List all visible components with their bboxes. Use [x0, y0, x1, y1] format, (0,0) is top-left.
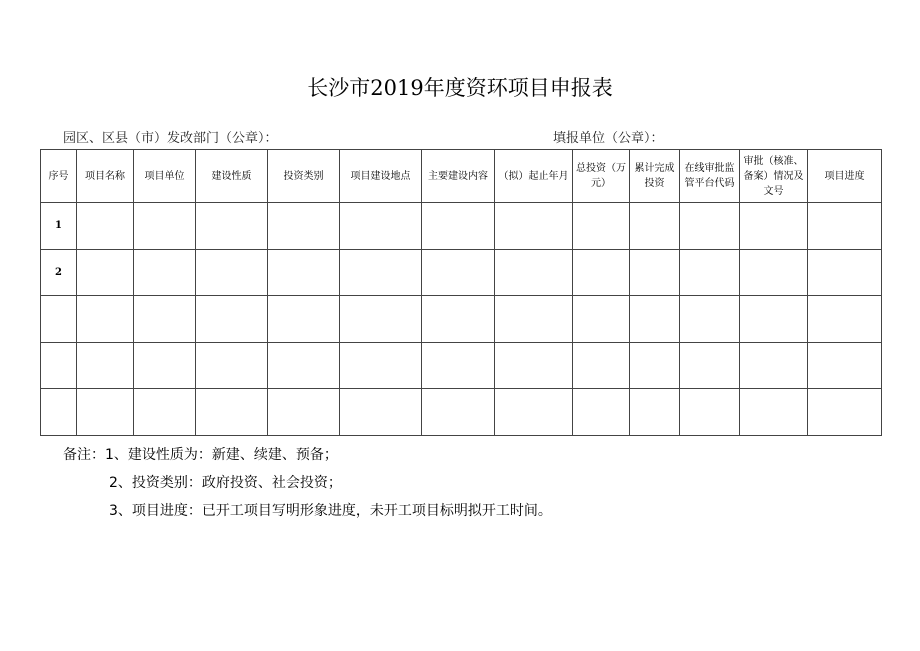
- table-cell[interactable]: [495, 296, 573, 343]
- reporting-unit-seal-label: 填报单位（公章）：: [553, 131, 664, 146]
- column-header: 在线审批监管平台代码: [680, 150, 740, 203]
- column-header: 投资类别: [268, 150, 340, 203]
- table-cell[interactable]: [630, 203, 680, 250]
- table-cell[interactable]: [740, 203, 808, 250]
- table-cell[interactable]: [196, 203, 268, 250]
- table-cell[interactable]: [740, 249, 808, 296]
- table-cell[interactable]: [495, 389, 573, 436]
- table-row: [41, 203, 882, 250]
- form-title: 长沙市2019年度资环项目申报表: [307, 76, 613, 100]
- table-cell[interactable]: [680, 203, 740, 250]
- table-cell[interactable]: [680, 389, 740, 436]
- note-line: 3、项目进度：已开工项目写明形象进度，未开工项目标明拟开工时间。: [109, 503, 552, 519]
- table-cell[interactable]: [134, 249, 196, 296]
- row-index-cell[interactable]: [41, 342, 77, 389]
- column-header: 序号: [41, 150, 77, 203]
- table-cell[interactable]: [134, 342, 196, 389]
- table-cell[interactable]: [422, 296, 495, 343]
- table-cell[interactable]: [77, 389, 134, 436]
- table-cell[interactable]: [134, 296, 196, 343]
- table-cell[interactable]: [268, 342, 340, 389]
- table-cell[interactable]: [340, 203, 422, 250]
- row-index-cell[interactable]: [41, 296, 77, 343]
- table-cell[interactable]: [268, 203, 340, 250]
- table-cell[interactable]: [573, 296, 630, 343]
- table-cell[interactable]: [422, 342, 495, 389]
- table-cell[interactable]: [495, 342, 573, 389]
- table-cell[interactable]: [630, 296, 680, 343]
- table-cell[interactable]: [422, 203, 495, 250]
- column-header: 项目单位: [134, 150, 196, 203]
- note-line: 2、投资类别：政府投资、社会投资；: [109, 475, 342, 491]
- table-cell[interactable]: [495, 203, 573, 250]
- table-cell[interactable]: [134, 389, 196, 436]
- table-cell[interactable]: [740, 296, 808, 343]
- column-header: 项目进度: [808, 150, 882, 203]
- table-cell[interactable]: [630, 249, 680, 296]
- table-cell[interactable]: [77, 296, 134, 343]
- notes-section: [63, 441, 552, 525]
- column-header: 主要建设内容: [422, 150, 495, 203]
- table-cell[interactable]: [134, 203, 196, 250]
- table-cell[interactable]: [680, 249, 740, 296]
- table-cell[interactable]: [808, 203, 882, 250]
- table-cell[interactable]: [495, 249, 573, 296]
- table-cell[interactable]: [740, 389, 808, 436]
- table-cell[interactable]: [77, 249, 134, 296]
- table-cell[interactable]: [630, 342, 680, 389]
- column-header: 总投资（万元）: [573, 150, 630, 203]
- table-cell[interactable]: [196, 249, 268, 296]
- table-cell[interactable]: [268, 389, 340, 436]
- table-header-row: [41, 150, 882, 203]
- column-header: 审批（核准、备案）情况及文号: [740, 150, 808, 203]
- table-cell[interactable]: [573, 203, 630, 250]
- table-cell[interactable]: [422, 249, 495, 296]
- column-header: 累计完成投资: [630, 150, 680, 203]
- table-cell[interactable]: [808, 342, 882, 389]
- row-index-cell[interactable]: [41, 389, 77, 436]
- table-row: [41, 296, 882, 343]
- table-cell[interactable]: [808, 249, 882, 296]
- row-index-cell[interactable]: 2: [41, 249, 77, 296]
- table-cell[interactable]: [196, 389, 268, 436]
- table-cell[interactable]: [340, 249, 422, 296]
- table-cell[interactable]: [573, 249, 630, 296]
- table-cell[interactable]: [573, 342, 630, 389]
- table-row: [41, 249, 882, 296]
- table-cell[interactable]: [340, 389, 422, 436]
- project-application-table: [40, 149, 882, 436]
- table-cell[interactable]: [196, 342, 268, 389]
- table-cell[interactable]: [77, 203, 134, 250]
- table-cell[interactable]: [268, 249, 340, 296]
- note-line: 备注：1、建设性质为：新建、续建、预备；: [63, 447, 338, 463]
- table-cell[interactable]: [680, 296, 740, 343]
- row-index-cell[interactable]: 1: [41, 203, 77, 250]
- table-row: [41, 342, 882, 389]
- table-cell[interactable]: [268, 296, 340, 343]
- column-header: 建设性质: [196, 150, 268, 203]
- table-cell[interactable]: [808, 389, 882, 436]
- table-cell[interactable]: [808, 296, 882, 343]
- column-header: 项目建设地点: [340, 150, 422, 203]
- table-cell[interactable]: [340, 296, 422, 343]
- table-cell[interactable]: [340, 342, 422, 389]
- table-cell[interactable]: [196, 296, 268, 343]
- table-cell[interactable]: [422, 389, 495, 436]
- table-row: [41, 389, 882, 436]
- column-header: （拟）起止年月: [495, 150, 573, 203]
- table-cell[interactable]: [573, 389, 630, 436]
- district-department-seal-label: 园区、区县（市）发改部门（公章）：: [63, 131, 278, 146]
- column-header: 项目名称: [77, 150, 134, 203]
- table-cell[interactable]: [77, 342, 134, 389]
- table-cell[interactable]: [680, 342, 740, 389]
- table-cell[interactable]: [630, 389, 680, 436]
- table-cell[interactable]: [740, 342, 808, 389]
